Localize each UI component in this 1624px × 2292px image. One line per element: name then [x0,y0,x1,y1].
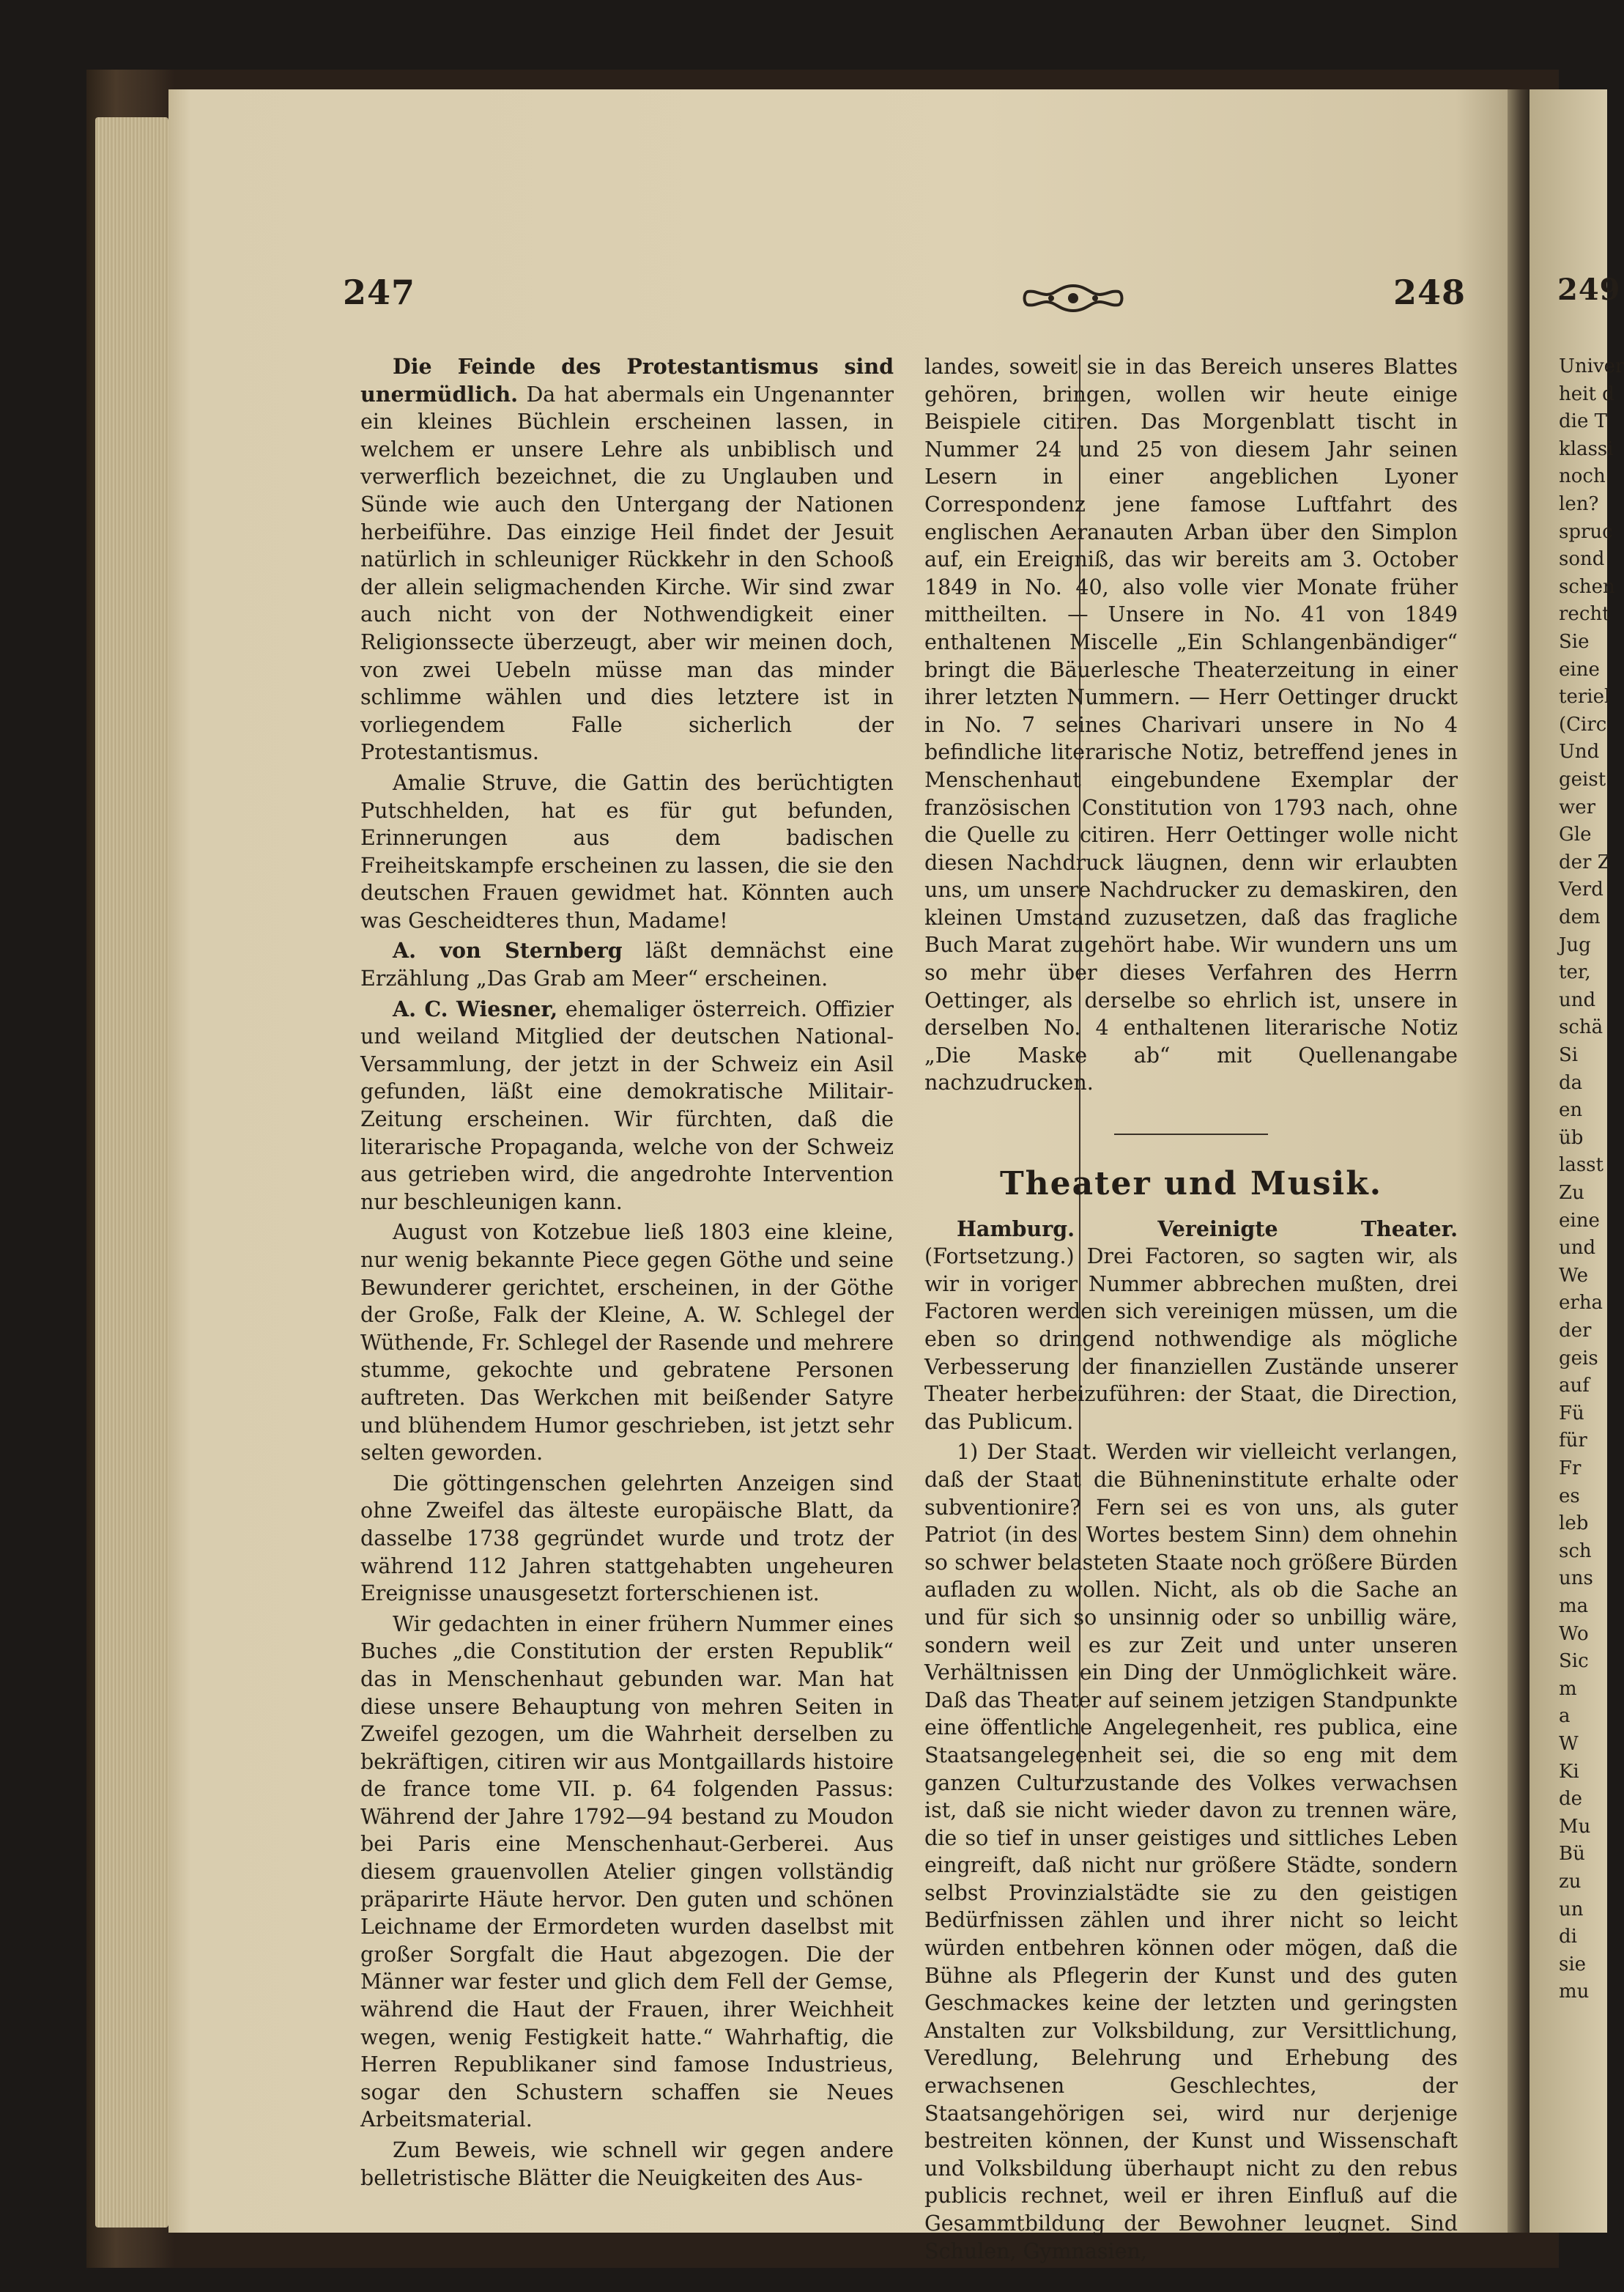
page-number-right: 248 [1393,273,1467,312]
next-page-fragment: Mu [1559,1815,1591,1838]
page [168,89,1524,2263]
column-left [360,353,894,2192]
next-page-fragment: Jug [1559,934,1591,956]
next-page-fragment: heit d [1559,382,1614,405]
page-number-next: 249 [1557,273,1621,307]
next-page-fragment: m [1559,1677,1577,1700]
next-page-fragment: Fr [1559,1457,1582,1479]
next-page-fragment: Si [1559,1044,1579,1066]
paragraph-lead: Hamburg. Vereinigte Theater. [957,1216,1458,1241]
ornament-icon [1022,281,1124,315]
paragraph-lead: A. C. Wiesner, [393,996,558,1021]
next-page-fragment: Verd [1559,879,1603,901]
next-page-fragment: Sic [1559,1650,1589,1673]
next-page-fragment: der Z [1559,851,1611,873]
next-page-fragment: auf [1559,1375,1590,1397]
next-page-fragment: zu [1559,1871,1582,1893]
next-page-fragment: ter, [1559,961,1591,984]
paragraph [360,353,894,766]
next-page-fragment: Ki [1559,1760,1579,1783]
next-page-fragment: schen [1559,575,1615,598]
next-page-fragment: uns [1559,1567,1593,1590]
next-page-fragment: Zu [1559,1182,1584,1204]
next-page-fragment: da [1559,1071,1583,1094]
next-page-fragment: und [1559,1237,1596,1260]
paragraph [924,1216,1458,1436]
next-page-fragment: wer [1559,796,1596,818]
paragraph [360,937,894,992]
next-page-fragment: geist [1559,769,1606,791]
next-page-fragment: dem [1559,906,1601,928]
paragraph-lead: A. von Sternberg [393,938,623,964]
next-page-edge [1530,89,1624,2233]
section-heading: Theater und Musik. [999,1165,1383,1203]
page-edges [95,117,168,2228]
next-page-fragment: geis [1559,1347,1598,1369]
next-page-fragment: sond [1559,548,1605,571]
next-page-fragment: noch [1559,465,1606,488]
next-page-fragment: eine [1559,1209,1600,1232]
next-page-fragment: und [1559,988,1596,1011]
next-page-fragment: üb [1559,1126,1584,1149]
next-page-fragment: Univer [1559,355,1624,377]
next-page-fragment: a [1559,1705,1571,1728]
paragraph: Zum Beweis, wie schnell wir gegen andere belletristische Blätter die Neuigkeiten des Aus- [360,2138,894,2190]
next-page-fragment: eine [1559,658,1600,681]
next-page-fragment: len? [1559,493,1599,515]
next-page-fragment: en [1559,1099,1583,1122]
book-gutter [1508,89,1530,2233]
next-page-fragment: We [1559,1264,1588,1287]
next-page-fragment: Und [1559,741,1600,764]
next-page-fragment: der [1559,1320,1592,1342]
next-page-fragment: leb [1559,1512,1589,1535]
paragraph: Die göttingenschen gelehrten Anzeigen sind ohne Zweifel das älteste europäische Blatt, da dasselbe 1738 gegründet wurde und trotz der während 112 Jahren stattgehabten ungeheuren Ereignisse unausgesetzt forterschienen ist. [360,1471,894,1606]
next-page-fragment: (Circ [1559,713,1607,736]
paragraph: Wir gedachten in einer frühern Nummer eines Buches „die Constitution der ersten Republik“ das in Menschenhaut gebunden war. Man hat diese unsere Behauptung von mehren Seiten in Zweifel gezogen, um die Wahrheit derselben zu bekräftigen, citiren wir aus Montgaillards histoire de france tome VII. p. 64 folgenden Passus: Während der Jahre 1792—94 bestand zu Moudon bei Paris eine Menschenhaut-Gerberei. Aus diesem grauenvollen Atelier gingen vollständig präparirte Häute hervor. Den guten und schönen Leichname der Ermordeten wurden daselbst mit großer Sorgfalt die Haut abgezogen. Die der Männer war fester und glich dem Fell der Gemse, während die Haut der Frauen, ihrer Weichheit wegen, wenig Festigkeit hatte.“ Wahrhaftig, die Herren Republikaner sind famose Industrieus, sogar den Schustern schaffen sie Neues Arbeitsmaterial. [360,1611,894,2132]
next-page-fragment: schä [1559,1016,1603,1039]
section-separator [1114,1134,1268,1135]
next-page-fragment: Wo [1559,1622,1589,1645]
paragraph: Amalie Struve, die Gattin des berüchtigten Putschhelden, hat es für gut befunden, Erinnerungen aus dem badischen Freiheitskampfe erscheinen zu lassen, die sie den deutschen Frauen gewidmet hat. Könnten auch was Gescheidteres thun, Madame! [360,770,894,933]
next-page-fragment: für [1559,1430,1587,1452]
next-page-fragment: erha [1559,1292,1603,1315]
next-page-fragment: klassi [1559,437,1614,460]
next-page-fragment: Gle [1559,824,1592,846]
next-page-fragment: Fü [1559,1402,1584,1424]
next-page-fragment: teriel [1559,686,1611,709]
paragraph: 1) Der Staat. Werden wir vielleicht verlangen, daß der Staat die Bühneninstitute erhalte oder subventionire? Fern sei es von uns, als guter Patriot (in des Wortes bestem Sinn) dem ohnehin so schwer belasteten Staate noch größere Bürden aufladen zu wollen. Nicht, als ob die Sache an und für sich so unsinnig oder so unbillig wäre, sondern weil es zur Zeit und unter unseren Verhältnissen ein Ding der Unmöglichkeit wäre. Daß das Theater auf seinem jetzigen Standpunkte eine öffentliche Angelegenheit, res publica, eine Staatsangelegenheit sei, die so eng mit dem ganzen Culturzustande des Volkes verwachsen ist, daß sie nicht wieder davon zu trennen wäre, die so tief in unser geistiges und sittliches Leben eingreift, daß nicht nur größere Städte, sondern selbst Provinzialstädte sie zu den geistigen Bedürfnissen zählen und ihrer nicht so leicht würden entbehren können oder mögen, daß die Bühne als Pflegerin der Kunst und des guten Geschmackes keine der letzten und geringsten Anstalten zur Volksbildung, zur Versittlichung, Veredlung, Belehrung und Erhebung des erwachsenen Geschlechtes, der Staatsangehörigen sei, wird nur derjenige bestreiten können, der Kunst und Wissenschaft und Volksbildung überhaupt nicht zu den rebus publicis rechnet, weil er ihren Einfluß auf die Gesammtbildung der Bewohner leugnet. Sind Schulen, Gymnasien, [924,1440,1458,2263]
next-page-fragment: Bü [1559,1843,1585,1866]
next-page-fragment: Sie [1559,631,1590,653]
next-page-fragment: lasst [1559,1154,1603,1177]
next-page-fragment: di [1559,1926,1577,1948]
next-page-fragment: de [1559,1788,1583,1811]
paragraph: August von Kotzebue ließ 1803 eine kleine, nur wenig bekannte Piece gegen Göthe und seine Bewunderer gerichtet, erscheinen, in der Göthe der Große, Falk der Kleine, A. W. Schlegel der Wüthende, Fr. Schlegel der Rasende und mehrere stumme, gekochte und gebratene Personen auftreten. Das Werkchen mit beißender Satyre und blühendem Humor geschrieben, ist jetzt sehr selten geworden. [360,1220,894,1465]
next-page-fragment: W [1559,1733,1579,1755]
paragraph [360,996,894,1216]
next-page-fragment: un [1559,1898,1584,1921]
page-number-left: 247 [343,273,416,312]
next-page-fragment: spruc [1559,520,1613,543]
next-page-fragment: ma [1559,1595,1589,1617]
paragraph-text: Da hat abermals ein Ungenannter ein kleines Büchlein erscheinen lassen, in welchem er unsere Lehre als unbiblisch und verwerflich bezeichnet, die zu Unglauben und Sünde wie auch den Untergang der Nationen herbeiführe. Das einzige Heil findet der Jesuit natürlich in schleuniger Rückkehr in den Schooß der allein seligmachenden Kirche. Wir sind zwar auch nicht von der Nothwendigkeit einer Religionssecte überzeugt, aber wir meinen doch, von zwei Uebeln müsse man das minder schlimme wählen und dies letztere ist in vorliegendem Falle sicherlich der Protestantismus. [360,382,894,765]
column-right [924,353,1458,2265]
next-page-fragment: die T [1559,410,1607,433]
next-page-fragment: sie [1559,1953,1587,1975]
next-page-fragment: mu [1559,1981,1590,2003]
next-page-fragment: recht [1559,603,1610,626]
paragraph-text: ehemaliger österreich. Offizier und weiland Mitglied der deutschen National-Versammlung, der jetzt in der Schweiz ein Asil gefunden, läßt eine demokratische Militair-Zeitung erscheinen. Wir fürchten, daß die literarische Propaganda, welche von der Schweiz aus getrieben wird, die angedrohte Intervention nur beschleunigen kann. [360,997,894,1214]
next-page-fragment: es [1559,1485,1580,1507]
paragraph-text: (Fortsetzung.) Drei Factoren, so sagten wir, als wir in voriger Nummer abbrechen mußten, drei Factoren werden sich vereinigen müssen, um die eben so dringend nothwendige als mögliche Verbesserung der finanziellen Zustände unserer Theater herbeizuführen: der Staat, die Direction, das Publicum. [924,1244,1458,1434]
paragraph-lead: Die Feinde des Protestantismus sind unermüdlich. [360,354,894,407]
paragraph-text: läßt demnächst eine Erzählung „Das Grab am Meer“ erscheinen. [360,939,894,991]
paragraph: landes, soweit sie in das Bereich unseres Blattes gehören, bringen, wollen wir heute einige Beispiele citiren. Das Morgenblatt tischt in Nummer 24 und 25 von diesem Jahr seinen Lesern in einer angeblichen Lyoner Correspondenz jene famose Luftfahrt des englischen Aeranauten Arban über den Simplon auf, ein Ereigniß, das wir bereits am 3. October 1849 in No. 40, also volle vier Monate früher mittheilten. — Unsere in No. 41 von 1849 enthaltenen Miscelle „Ein Schlangenbändiger“ bringt die Bäuerlesche Theaterzeitung in einer ihrer letzten Nummern. — Herr Oettinger druckt in No. 7 seines Charivari unsere in No 4 befindliche literarische Notiz, betreffend jenes in Menschenhaut eingebundene Exemplar der französischen Constitution von 1793 nach, ohne die Quelle zu citiren. Herr Oettinger wolle nicht diesen Nachdruck läugnen, denn wir erlaubten uns, um unsere Nachdrucker zu demaskiren, den kleinen Umstand zuzusetzen, daß das fragliche Buch Marat zugehört habe. Wir wundern uns um so mehr über dieses Verfahren des Herrn Oettinger, als derselbe so ehrlich ist, unsere in derselben No. 4 enthaltenen literarische Notiz „Die Maske ab“ mit Quellenangabe nachzudrucken. [924,355,1458,1095]
next-page-fragment: sch [1559,1539,1592,1562]
